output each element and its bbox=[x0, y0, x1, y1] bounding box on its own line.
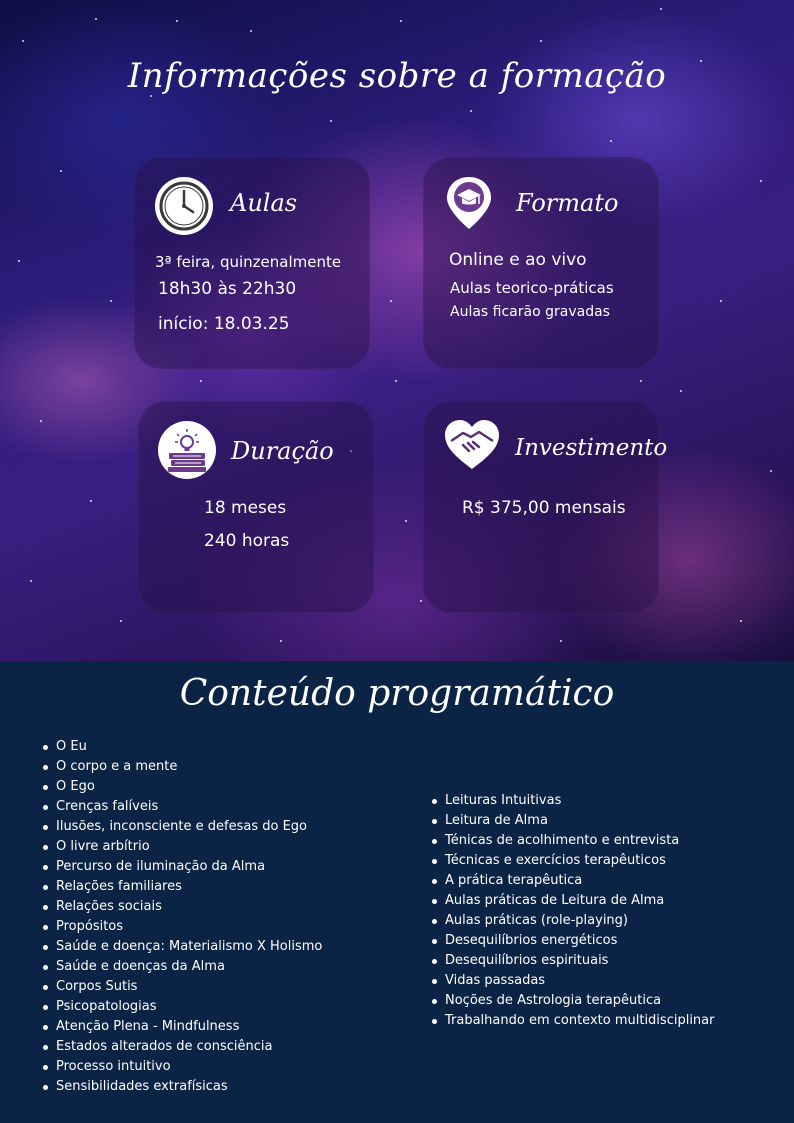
aulas-line-3: início: 18.03.25 bbox=[158, 314, 290, 334]
list-item: O corpo e a mente bbox=[56, 757, 322, 777]
aulas-line-1: 3ª feira, quinzenalmente bbox=[155, 253, 342, 271]
card-formato-title: Formato bbox=[516, 189, 619, 217]
card-duracao bbox=[138, 401, 374, 613]
program-list-right bbox=[429, 791, 714, 1031]
page-title: Informações sobre a formação bbox=[127, 56, 667, 96]
list-item: Estados alterados de consciência bbox=[56, 1037, 322, 1057]
list-item: Corpos Sutis bbox=[56, 977, 322, 997]
list-item: Desequilíbrios energéticos bbox=[445, 931, 714, 951]
list-item: Sensibilidades extrafísicas bbox=[56, 1077, 322, 1097]
list-item: O Eu bbox=[56, 737, 322, 757]
list-item: Noções de Astrologia terapêutica bbox=[445, 991, 714, 1011]
card-aulas-title: Aulas bbox=[230, 189, 298, 217]
investimento-line-1: R$ 375,00 mensais bbox=[462, 498, 626, 518]
list-item: Processo intuitivo bbox=[56, 1057, 322, 1077]
list-item: Leitura de Alma bbox=[445, 811, 714, 831]
heart-handshake-icon bbox=[441, 415, 503, 477]
list-item: O Ego bbox=[56, 777, 322, 797]
duracao-line-2: 240 horas bbox=[204, 531, 290, 551]
card-duracao-title: Duração bbox=[231, 437, 334, 465]
duracao-line-1: 18 meses bbox=[204, 498, 287, 518]
list-item: O livre arbítrio bbox=[56, 837, 322, 857]
program-list-left bbox=[40, 737, 322, 1097]
list-item: Saúde e doenças da Alma bbox=[56, 957, 322, 977]
list-item: Ilusões, inconsciente e defesas do Ego bbox=[56, 817, 322, 837]
list-item: Trabalhando em contexto multidisciplinar bbox=[445, 1011, 714, 1031]
lightbulb-books-icon bbox=[158, 421, 216, 479]
list-item: Saúde e doença: Materialismo X Holismo bbox=[56, 937, 322, 957]
list-item: Crenças falíveis bbox=[56, 797, 322, 817]
list-item: Leituras Intuitivas bbox=[445, 791, 714, 811]
list-item: Psicopatologias bbox=[56, 997, 322, 1017]
aulas-line-2: 18h30 às 22h30 bbox=[158, 279, 297, 299]
list-item: Propósitos bbox=[56, 917, 322, 937]
card-formato bbox=[423, 157, 659, 369]
list-item: Aulas práticas (role-playing) bbox=[445, 911, 714, 931]
formato-line-2: Aulas teorico-práticas bbox=[450, 279, 614, 297]
card-investimento-title: Investimento bbox=[515, 435, 668, 461]
list-item: Relações sociais bbox=[56, 897, 322, 917]
formato-line-3: Aulas ficarão gravadas bbox=[450, 304, 610, 320]
graduation-cap-pin-icon bbox=[442, 173, 496, 227]
list-item: Percurso de iluminação da Alma bbox=[56, 857, 322, 877]
list-item: Ténicas de acolhimento e entrevista bbox=[445, 831, 714, 851]
formato-line-1: Online e ao vivo bbox=[449, 250, 587, 270]
list-item: Aulas práticas de Leitura de Alma bbox=[445, 891, 714, 911]
program-title: Conteúdo programático bbox=[179, 673, 615, 714]
list-item: Técnicas e exercícios terapêuticos bbox=[445, 851, 714, 871]
list-item: A prática terapêutica bbox=[445, 871, 714, 891]
card-aulas bbox=[134, 157, 370, 369]
list-item: Desequilíbrios espirituais bbox=[445, 951, 714, 971]
card-investimento bbox=[423, 401, 668, 613]
list-item: Vidas passadas bbox=[445, 971, 714, 991]
list-item: Atenção Plena - Mindfulness bbox=[56, 1017, 322, 1037]
list-item: Relações familiares bbox=[56, 877, 322, 897]
clock-icon bbox=[155, 177, 213, 235]
